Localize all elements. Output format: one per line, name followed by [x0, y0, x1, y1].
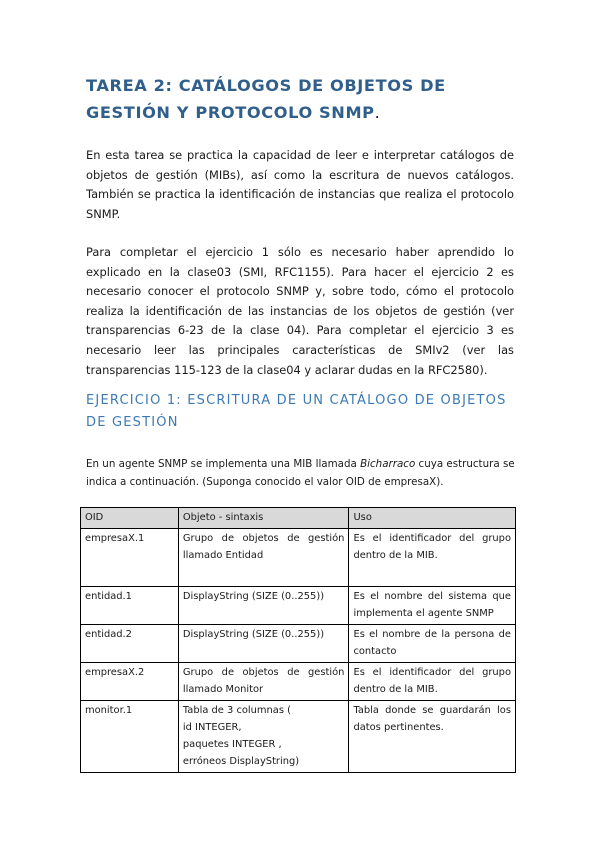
- cell-oid: monitor.1: [81, 701, 179, 773]
- exercise1-heading: EJERCICIO 1: ESCRITURA DE UN CATÁLOGO DE OBJETOS DE GESTIÓN: [86, 393, 507, 430]
- objeto-line: Tabla de 3 columnas (: [182, 705, 291, 716]
- cell-uso: Es el identificador del grupo dentro de la MIB.: [349, 529, 516, 587]
- mib-table: [80, 507, 516, 773]
- table-header-row: [81, 508, 516, 529]
- cell-uso: Tabla donde se guardarán los datos pertinentes.: [349, 701, 516, 773]
- page-title-text: TAREA 2: CATÁLOGOS DE OBJETOS DE GESTIÓN Y PROTOCOLO SNMP: [86, 76, 446, 122]
- cell-oid: empresaX.2: [81, 663, 179, 701]
- objeto-line: erróneos DisplayString): [182, 756, 300, 767]
- paragraph-intro: En esta tarea se practica la capacidad de leer e interpretar catálogos de objetos de gestión (MIBs), así como la escritura de nuevos catálogos. También se practica la identificación de instancias que realiza el protocolo SNMP.: [86, 148, 514, 221]
- table-row: [81, 587, 516, 625]
- table-row: [81, 625, 516, 663]
- cell-objeto: DisplayString (SIZE (0..255)): [178, 587, 349, 625]
- cell-objeto: DisplayString (SIZE (0..255)): [178, 625, 349, 663]
- exercise1-intro: [86, 455, 516, 491]
- cell-objeto: [178, 701, 349, 773]
- paragraph-requirements: Para completar el ejercicio 1 sólo es necesario haber aprendido lo explicado en la clase03 (SMI, RFC1155). Para hacer el ejercicio 2 es necesario conocer el protocolo SNMP y, sobre todo, cómo el protocolo realiza la identificación de las instancias de los objetos de gestión (ver transparencias 6-23 de la clase 04). Para completar el ejercicio 3 es necesario leer las principales características de SMIv2 (ver las transparencias 115-123 de la clase04 y aclarar dudas en la RFC2580).: [86, 245, 514, 377]
- mib-name: Bicharraco: [360, 458, 416, 470]
- cell-objeto: Grupo de objetos de gestión llamado Monitor: [178, 663, 349, 701]
- page-title: [86, 72, 526, 126]
- page-title-period: .: [374, 103, 381, 122]
- table-row: [81, 663, 516, 701]
- table-row: [81, 701, 516, 773]
- objeto-line: paquetes INTEGER ,: [182, 739, 282, 750]
- cell-oid: empresaX.1: [81, 529, 179, 587]
- exercise1-intro-before: En un agente SNMP se implementa una MIB llamada: [86, 458, 361, 470]
- column-header-oid: OID: [81, 508, 179, 529]
- cell-uso: Es el nombre de la persona de contacto: [349, 625, 516, 663]
- table-row: [81, 529, 516, 587]
- objeto-line: id INTEGER,: [182, 722, 242, 733]
- cell-objeto: Grupo de objetos de gestión llamado Entidad: [178, 529, 349, 587]
- exercise1-intro-after: cuya estructura se indica a continuación. (Suponga conocido el valor OID de empresaX).: [86, 458, 515, 488]
- cell-uso: Es el identificador del grupo dentro de la MIB.: [349, 663, 516, 701]
- column-header-objeto: Objeto - sintaxis: [178, 508, 349, 529]
- cell-uso: Es el nombre del sistema que implementa el agente SNMP: [349, 587, 516, 625]
- cell-oid: entidad.1: [81, 587, 179, 625]
- column-header-uso: Uso: [349, 508, 516, 529]
- cell-oid: entidad.2: [81, 625, 179, 663]
